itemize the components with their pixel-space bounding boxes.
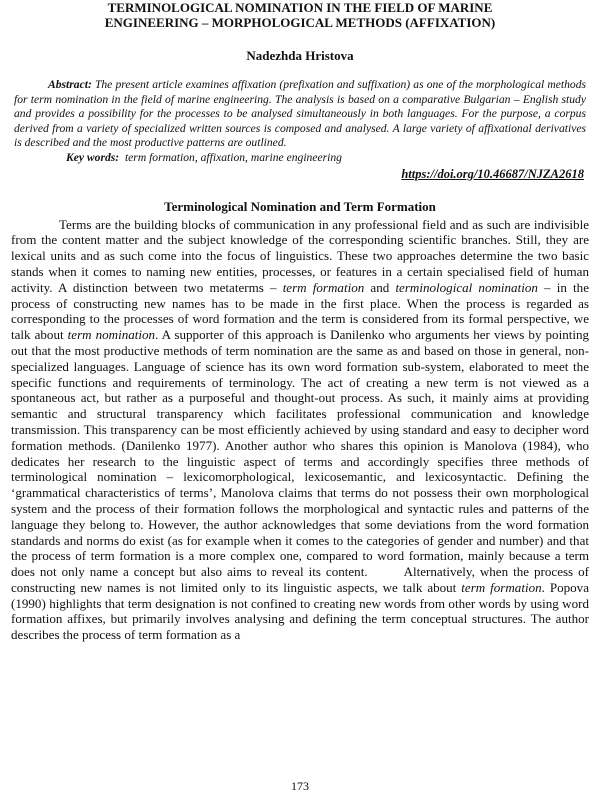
body-text-5: Alternatively, when the process of constructing new names is not limited only to its linguistic aspects, we talk about	[11, 564, 589, 595]
keywords-text: term formation, affixation, marine engineering	[124, 150, 342, 164]
keywords	[8, 151, 592, 166]
body-paragraph	[8, 217, 592, 644]
body-text-3: – in the process of constructing new names has to be made in the first place. When the process is regarded as corresponding to the processes of word formation and the term is considered from its formal perspective, we talk about	[11, 279, 589, 343]
abstract-label: Abstract:	[48, 78, 92, 91]
title-line-2: ENGINEERING – MORPHOLOGICAL METHODS (AFFIXATION)	[104, 15, 496, 30]
article-title	[8, 0, 592, 30]
term-nomination-emphasis: term nomination	[67, 327, 156, 343]
keywords-label: Key words:	[66, 150, 120, 164]
body-text-1: Terms are the building blocks of communication in any professional field and as such are indivisible from the content matter and the subject knowledge of the corresponding scientific branches. Still, they are lexical units and as such come into the focus of linguistics. These two approaches determine the two basic stands when it comes to naming new entities, processes, or features in a certain specialised field of human activity. A distinction between two metaterms –	[11, 216, 589, 295]
terminological-nomination-emphasis: terminological nomination	[395, 279, 538, 295]
section-heading: Terminological Nomination and Term Formation	[164, 198, 436, 214]
body-text-4: . A supporter of this approach is Danilenko who arguments her views by pointing out that the most productive methods of term nomination are the same as and based on those in general, non-specialized languages. Language of science has its own word formation sub-system, elaborated to meet the specific functions and requirements of terminology. The act of creating a new term is not viewed as a spontaneous act, but rather as a purposeful and thought-out process. As such, it mainly aims at providing semantic and structural transparency which facilitates professional communication and knowledge transmission. This transparency can be most efficiently achieved by using standard and easy to decipher word formation methods. (Danilenko 1977). Another author who shares this opinion is Manolova (1984), who dedicates her research to the linguistic aspect of terms and accordingly specifies three methods of terminological nomination – lexicomorphological, lexicosemantic, and lexicosyntactic. Defining the ‘grammatical characteristics of terms’, Manolova claims that terms do not possess their own morphological system and the process of their formation follows the morphological and syntactic rules and patterns of the language they belong to. However, the author acknowledges that some deviations from the word formation standards and norms do exist (as for example when it comes to the categories of gender and number) and that the process of term formation is a more complex one, compared to word formation, mainly because a term does not only name a concept but also aims to reveal its content.	[11, 327, 590, 580]
abstract-text: The present article examines affixation (prefixation and suffixation) as one of the morphological methods for term nomination in the field of marine engineering. The analysis is based on a comparative Bulgarian – English study and provides a possibility for the processes to be analysed simultaneously in both languages. For the purpose, a corpus derived from a variety of specialized written sources is composed and analysed. A large variety of affixational derivatives is described and the most productive patterns are outlined.	[14, 78, 586, 150]
abstract	[8, 78, 592, 151]
doi-link[interactable]: https://doi.org/10.46687/NJZA2618	[401, 166, 584, 181]
author-name: Nadezhda Hristova	[246, 48, 354, 63]
body-text-2: and	[370, 279, 390, 295]
body-text-6: . Popova (1990) highlights that term designation is not confined to creating new words from other words by using word formation affixes, but primarily involves analysing and defining the term conceptual structures. The author describes the process of term formation as a	[11, 579, 589, 643]
term-formation-emphasis: term formation	[282, 279, 365, 295]
term-formation-emphasis-2: term formation	[461, 579, 542, 595]
page-number: 173	[291, 779, 309, 793]
title-line-1: TERMINOLOGICAL NOMINATION IN THE FIELD OF MARINE	[107, 0, 493, 15]
